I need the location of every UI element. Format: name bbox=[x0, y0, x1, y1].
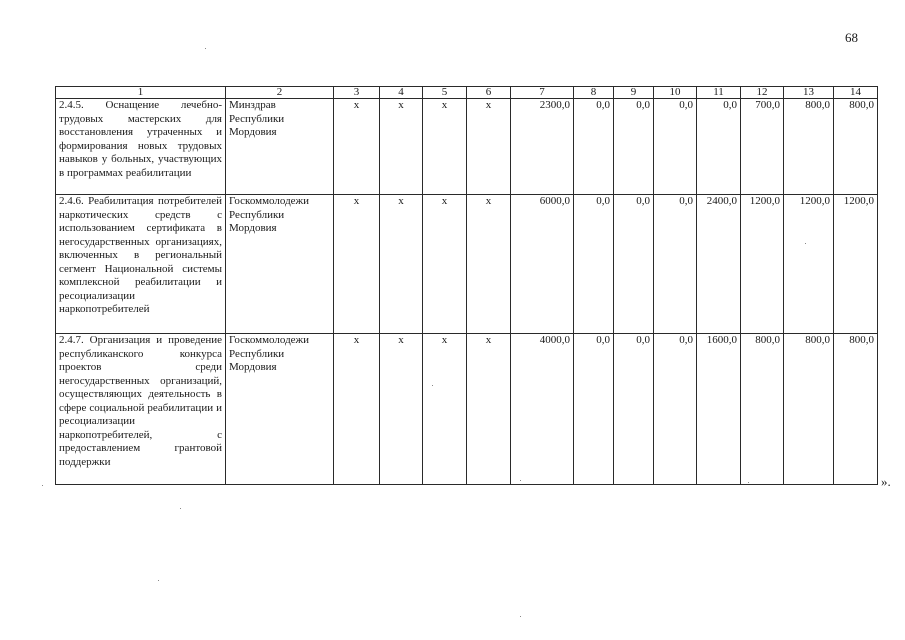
executor-cell: Минздрав Республики Мордовия bbox=[226, 99, 334, 195]
closing-quote-mark: ». bbox=[881, 474, 891, 489]
scan-speck bbox=[805, 243, 806, 244]
measure-description: 2.4.5. Оснащение лечебно-трудовых мастерских для восстановления утраченных и формирования новых трудовых навыков у больных, участвующих в программах реабилитации bbox=[56, 99, 226, 195]
table-cell: 1200,0 bbox=[741, 195, 784, 334]
column-number: 4 bbox=[380, 87, 423, 99]
table-cell: 0,0 bbox=[574, 195, 614, 334]
column-number: 10 bbox=[654, 87, 697, 99]
table-cell: x bbox=[423, 195, 467, 334]
table-cell: 1200,0 bbox=[784, 195, 834, 334]
table-row bbox=[56, 99, 878, 195]
page-number: 68 bbox=[845, 30, 858, 45]
column-number: 13 bbox=[784, 87, 834, 99]
table-cell: 0,0 bbox=[697, 99, 741, 195]
scan-speck bbox=[748, 482, 749, 483]
table-row bbox=[56, 195, 878, 334]
table-cell: x bbox=[467, 334, 511, 485]
scan-speck bbox=[520, 480, 521, 481]
total-amount-cell: 2300,0 bbox=[511, 99, 574, 195]
table-cell: 0,0 bbox=[614, 99, 654, 195]
table-cell: x bbox=[380, 334, 423, 485]
executor-cell: Госкоммолодежи Республики Мордовия bbox=[226, 195, 334, 334]
program-measures-table bbox=[55, 86, 878, 485]
column-number: 7 bbox=[511, 87, 574, 99]
table-cell: 0,0 bbox=[574, 334, 614, 485]
scan-speck bbox=[432, 385, 433, 386]
column-number-row bbox=[56, 87, 878, 99]
column-number: 5 bbox=[423, 87, 467, 99]
table-cell: x bbox=[380, 99, 423, 195]
table-cell: x bbox=[423, 334, 467, 485]
column-number: 3 bbox=[334, 87, 380, 99]
table-cell: 800,0 bbox=[784, 334, 834, 485]
scan-speck bbox=[205, 48, 206, 49]
measure-description: 2.4.7. Организация и проведение республиканского конкурса проектов среди негосударственных организаций, осуществляющих деятельность в сфере социальной реабилитации и ресоциализации наркопотребителей, с предоставлением грантовой поддержки bbox=[56, 334, 226, 485]
table-cell: x bbox=[334, 99, 380, 195]
table-cell: x bbox=[334, 195, 380, 334]
table-cell: 800,0 bbox=[834, 99, 878, 195]
table-cell: 0,0 bbox=[614, 195, 654, 334]
column-number: 1 bbox=[56, 87, 226, 99]
column-number: 14 bbox=[834, 87, 878, 99]
table-cell: 0,0 bbox=[614, 334, 654, 485]
total-amount-cell: 6000,0 bbox=[511, 195, 574, 334]
table-cell: 0,0 bbox=[574, 99, 614, 195]
table-cell: 0,0 bbox=[654, 99, 697, 195]
table-cell: 1200,0 bbox=[834, 195, 878, 334]
table-cell: x bbox=[467, 99, 511, 195]
measure-description: 2.4.6. Реабилитация потребителей наркотических средств с использованием сертификата в негосударственных организациях, включенных в региональный сегмент Национальной системы комплексной реабилитации и ресоциализации наркопотребителей bbox=[56, 195, 226, 334]
column-number: 6 bbox=[467, 87, 511, 99]
table-cell: x bbox=[380, 195, 423, 334]
table-cell: 1600,0 bbox=[697, 334, 741, 485]
table-cell: x bbox=[334, 334, 380, 485]
table-cell: 2400,0 bbox=[697, 195, 741, 334]
column-number: 8 bbox=[574, 87, 614, 99]
table-cell: x bbox=[423, 99, 467, 195]
scan-speck bbox=[520, 616, 521, 617]
table-cell: 800,0 bbox=[741, 334, 784, 485]
scan-speck bbox=[158, 580, 159, 581]
table-cell: 800,0 bbox=[784, 99, 834, 195]
table-cell: x bbox=[467, 195, 511, 334]
table-cell: 800,0 bbox=[834, 334, 878, 485]
column-number: 2 bbox=[226, 87, 334, 99]
column-number: 12 bbox=[741, 87, 784, 99]
scan-speck bbox=[42, 485, 43, 486]
table-row bbox=[56, 334, 878, 485]
scan-speck bbox=[180, 508, 181, 509]
column-number: 9 bbox=[614, 87, 654, 99]
table-cell: 0,0 bbox=[654, 195, 697, 334]
table-cell: 700,0 bbox=[741, 99, 784, 195]
table-cell: 0,0 bbox=[654, 334, 697, 485]
total-amount-cell: 4000,0 bbox=[511, 334, 574, 485]
column-number: 11 bbox=[697, 87, 741, 99]
executor-cell: Госкоммолодежи Республики Мордовия bbox=[226, 334, 334, 485]
